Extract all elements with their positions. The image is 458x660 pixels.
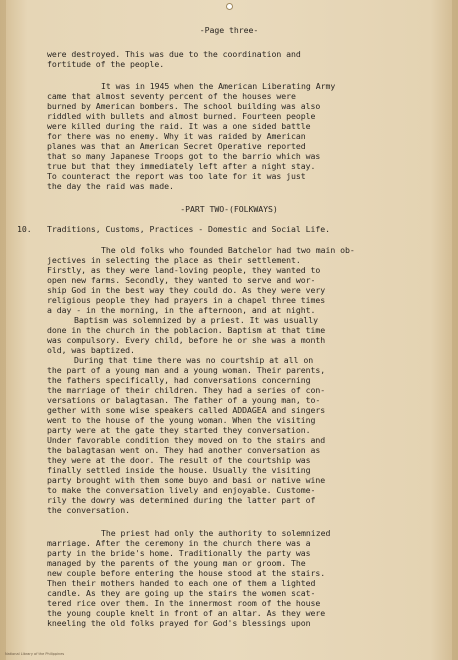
text-line: old, was baptized. xyxy=(47,345,135,355)
part-heading: -PART TWO-(FOLKWAYS) xyxy=(180,204,278,214)
text-line: During that time there was no courtship at all on xyxy=(74,355,314,365)
text-line: to make the conversation lively and enjoyable. Custome- xyxy=(47,485,316,495)
text-line: for there was no enemy. Why it was raided by American xyxy=(47,131,306,141)
text-line: versations or balagtasan. The father of a young man, to- xyxy=(47,395,321,405)
text-line: the fathers specifically, had conversations concerning xyxy=(47,375,311,385)
archive-footer-note: National Library of the Philippines xyxy=(5,652,65,656)
text-line: the part of a young man and a young woman. Their parents, xyxy=(47,365,326,375)
text-line: managed by the parents of the young man or groom. The xyxy=(47,558,306,568)
text-line: Then their mothers handed to each one of them a lighted xyxy=(47,578,316,588)
text-line: Baptism was solemnized by a priest. It was usually xyxy=(74,315,318,325)
text-line: It was in 1945 when the American Liberating Army xyxy=(101,81,336,91)
text-line: planes was that an American Secret Operative reported xyxy=(47,141,306,151)
text-line: was compulsory. Every child, before he or she was a month xyxy=(47,335,326,345)
text-line: the balagtasan went on. They had another conversation as xyxy=(47,445,321,455)
text-line: To counteract the report was too late for it was just xyxy=(47,171,306,181)
text-line: true but that they immediately left after a night stay. xyxy=(47,161,316,171)
text-line: the young couple knelt in front of an altar. As they were xyxy=(47,608,326,618)
text-line: religious people they had prayers in a chapel three times xyxy=(47,295,326,305)
text-line: a day - in the morning, in the afternoon, and at night. xyxy=(47,305,316,315)
page-header: -Page three- xyxy=(199,25,259,35)
text-line: Under favorable condition they moved on to the stairs and xyxy=(47,435,326,445)
text-line: jectives in selecting the place as their settlement. xyxy=(47,255,301,265)
text-line: gether with some wise speakers called ADDAGEA and singers xyxy=(47,405,326,415)
page-right-edge xyxy=(452,0,458,660)
text-line: the conversation. xyxy=(47,505,130,515)
page-left-edge xyxy=(0,0,6,660)
text-line: The old folks who founded Batchelor had two main ob- xyxy=(101,245,355,255)
text-line: riddled with bullets and almost burned. Fourteen people xyxy=(47,111,316,121)
text-line: they were at the door. The result of the courtship was xyxy=(47,455,311,465)
text-line: that so many Japanese Troops got to the barrio which was xyxy=(47,151,321,161)
item-title: Traditions, Customs, Practices - Domestic and Social Life. xyxy=(47,224,330,234)
text-line: tered rice over them. In the innermost room of the house xyxy=(47,598,321,608)
item-number: 10. xyxy=(17,224,32,234)
text-line: the marriage of their children. They had a series of con- xyxy=(47,385,326,395)
text-line: the day the raid was made. xyxy=(47,181,174,191)
text-line: were destroyed. This was due to the coordination and xyxy=(47,49,301,59)
text-line: marriage. After the ceremony in the church there was a xyxy=(47,538,311,548)
text-line: finally settled inside the house. Usually the visiting xyxy=(47,465,311,475)
text-line: The priest had only the authority to solemnized xyxy=(101,528,331,538)
text-line: open new farms. Secondly, they wanted to serve and wor- xyxy=(47,275,316,285)
text-line: burned by American bombers. The school building was also xyxy=(47,101,321,111)
text-line: kneeling the old folks prayed for God's blessings upon xyxy=(47,618,311,628)
pin-hole xyxy=(226,3,233,10)
text-line: came that almost seventy percent of the houses were xyxy=(47,91,296,101)
text-line: candle. As they are going up the stairs the women scat- xyxy=(47,588,316,598)
text-line: ship God in the best way they could do. As they were very xyxy=(47,285,326,295)
text-line: party were at the gate they started they conversation. xyxy=(47,425,311,435)
text-line: new couple before entering the house stood at the stairs. xyxy=(47,568,326,578)
text-line: rily the dowry was determined during the latter part of xyxy=(47,495,316,505)
text-line: were killed during the raid. It was a one sided battle xyxy=(47,121,311,131)
text-line: party brought with them some buyo and basi or native wine xyxy=(47,475,326,485)
text-line: fortitude of the people. xyxy=(47,59,165,69)
text-line: done in the church in the poblacion. Baptism at that time xyxy=(47,325,326,335)
text-line: party in the bride's home. Traditionally the party was xyxy=(47,548,311,558)
text-line: went to the house of the young woman. When the visiting xyxy=(47,415,316,425)
text-line: Firstly, as they were land-loving people, they wanted to xyxy=(47,265,321,275)
